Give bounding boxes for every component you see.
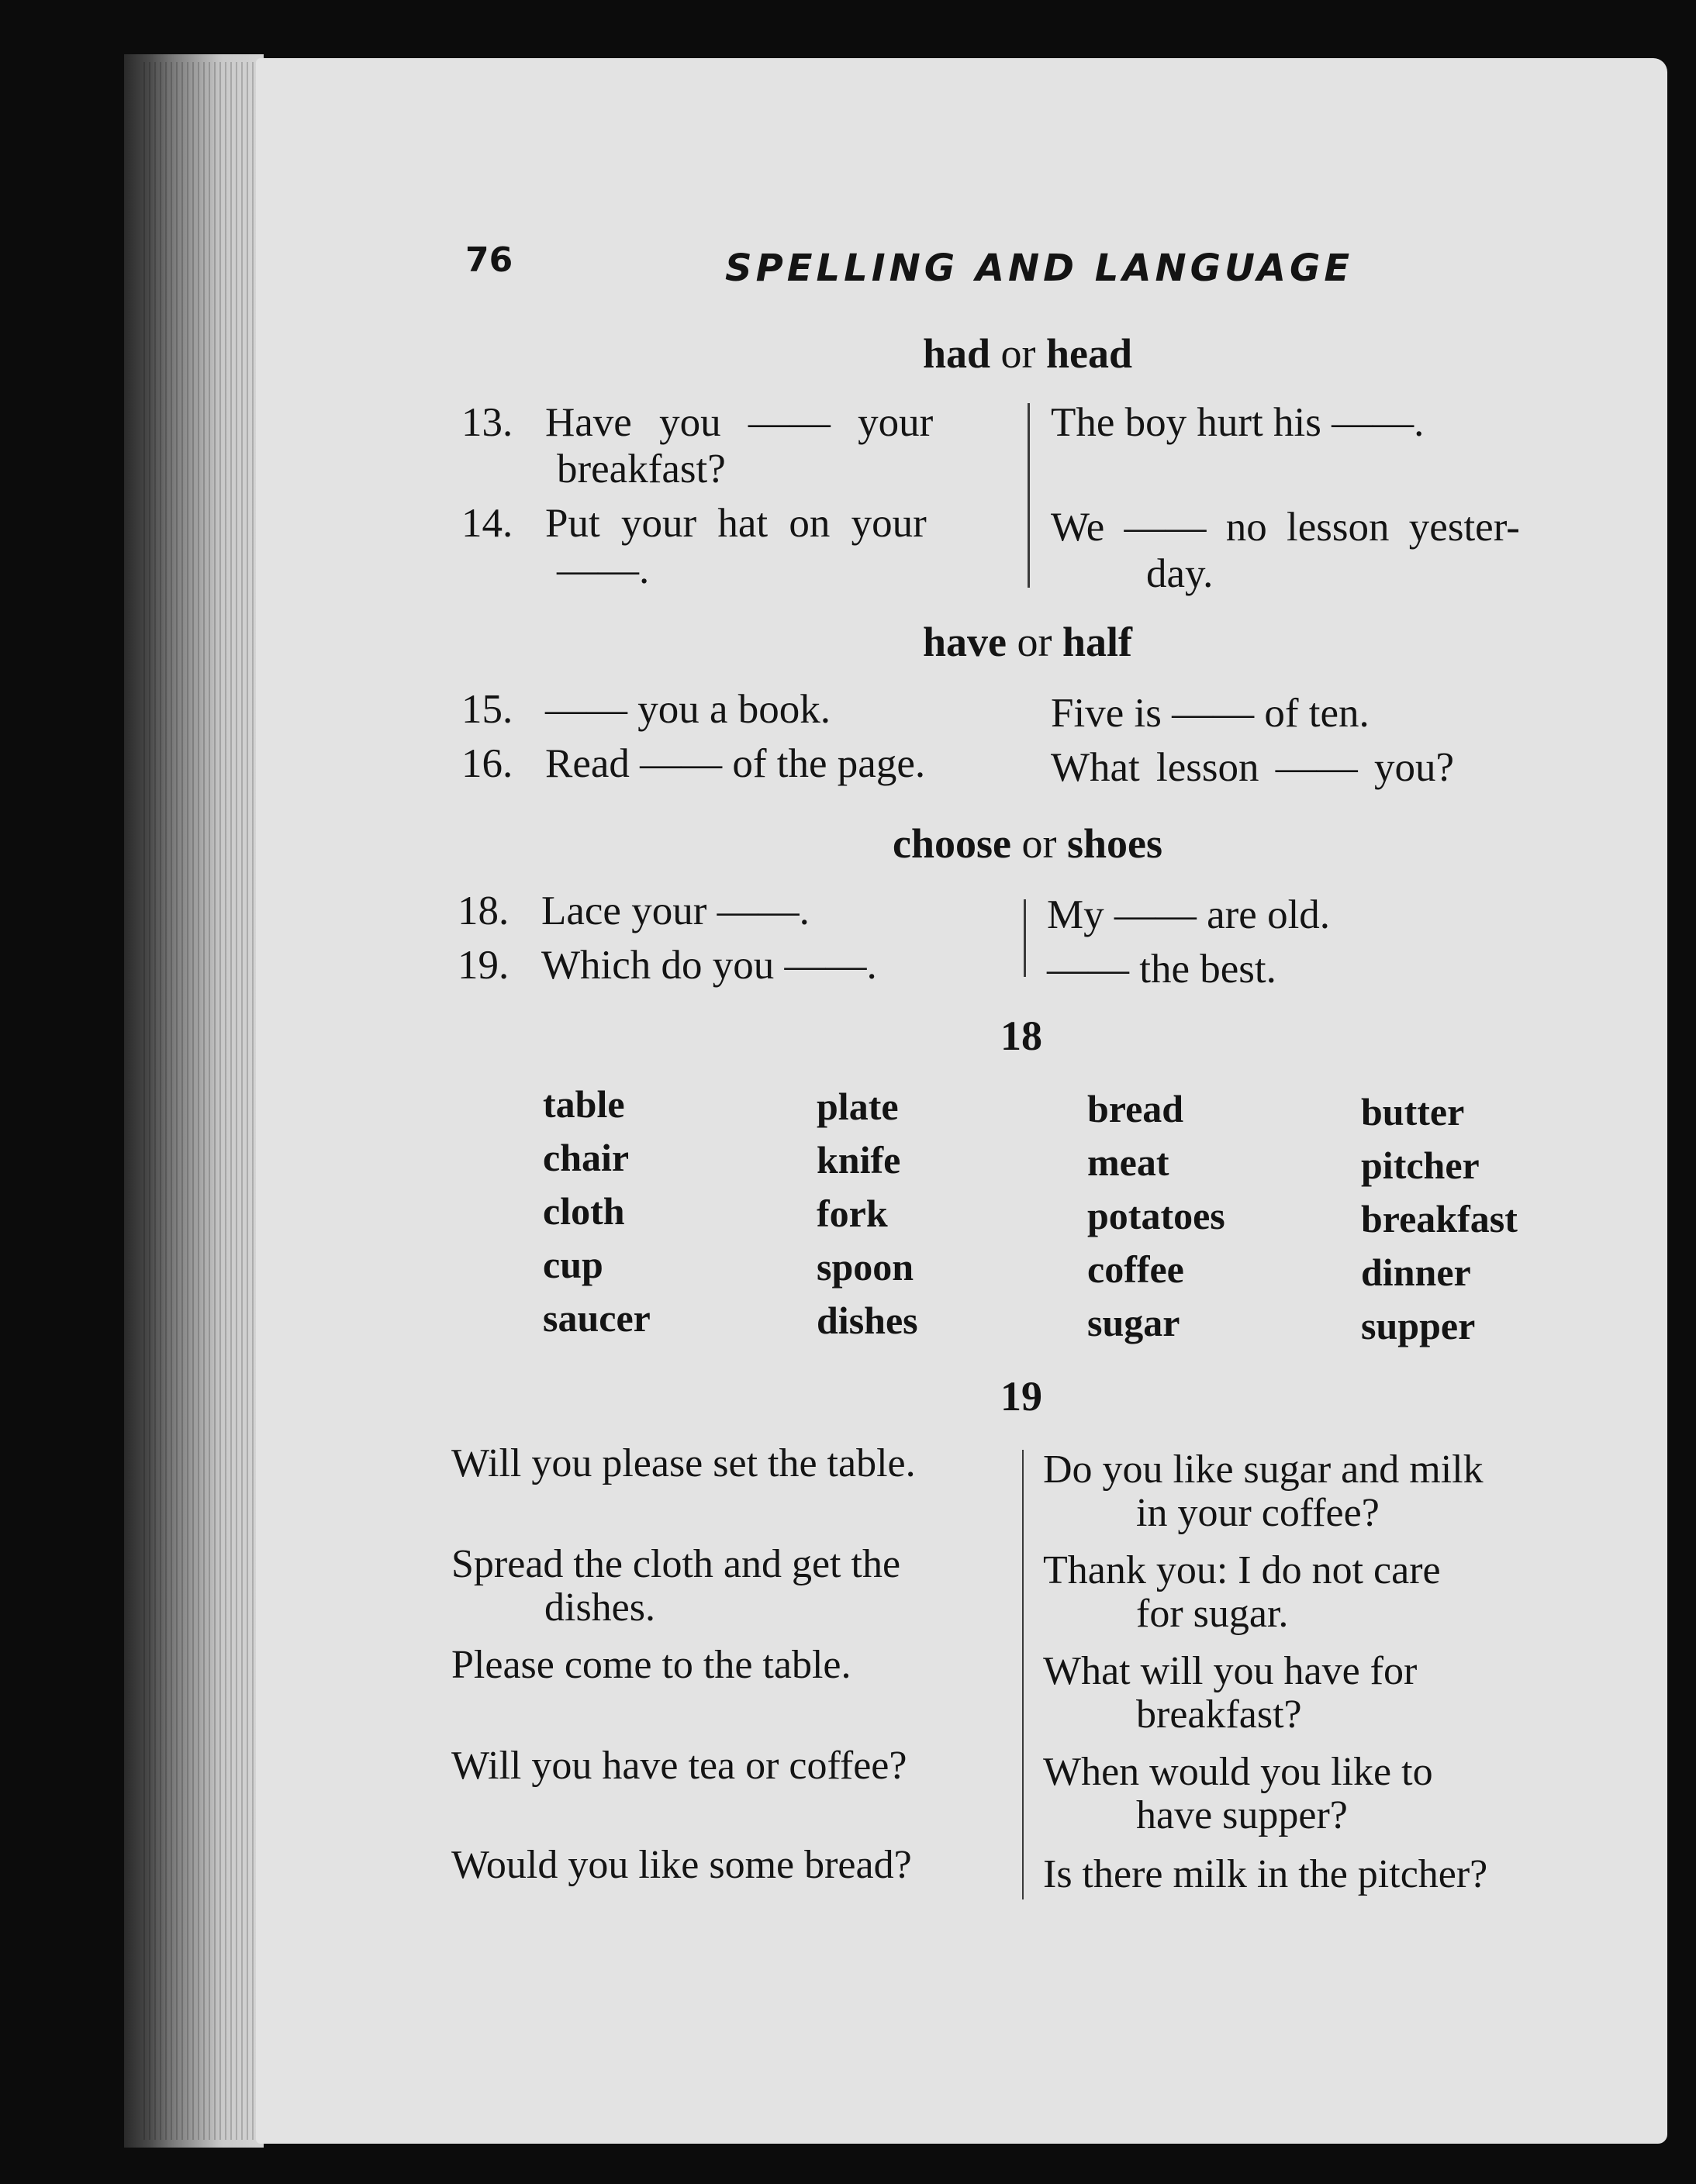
spelling-word: potatoes bbox=[1087, 1194, 1225, 1237]
sentence-right-4: When would you like to have supper? bbox=[1043, 1750, 1433, 1837]
heading-word-2: shoes bbox=[1066, 820, 1162, 867]
exercise-number: 15. bbox=[461, 687, 513, 732]
exercise-16-right: What lesson —— you? bbox=[1051, 745, 1455, 790]
spelling-word: dishes bbox=[817, 1299, 918, 1342]
spelling-word: cloth bbox=[543, 1189, 625, 1233]
exercise-text: Which do you ——. bbox=[541, 943, 877, 988]
exercise-text: Put your hat on your bbox=[545, 501, 927, 546]
running-head: SPELLING AND LANGUAGE bbox=[725, 247, 1354, 290]
exercise-15-right: Five is —— of ten. bbox=[1051, 691, 1370, 736]
exercise-18-right: My —— are old. bbox=[1047, 892, 1331, 937]
exercise-number: 13. bbox=[461, 400, 513, 445]
sentence-right-1: Do you like sugar and milk in your coffee? bbox=[1043, 1447, 1484, 1535]
exercise-18-left bbox=[458, 888, 810, 934]
sentence-left-3: Please come to the table. bbox=[451, 1643, 851, 1687]
spelling-word: knife bbox=[817, 1138, 901, 1182]
word-column-4 bbox=[1361, 1085, 1518, 1353]
word-column-2 bbox=[817, 1080, 918, 1347]
column-divider bbox=[1022, 1450, 1024, 1899]
group-heading-had-head bbox=[775, 329, 1280, 378]
spelling-word: table bbox=[543, 1082, 625, 1126]
sentence-right-3: What will you have for breakfast? bbox=[1043, 1649, 1418, 1737]
exercise-number: 19. bbox=[458, 943, 509, 988]
spelling-word: spoon bbox=[817, 1245, 914, 1289]
exercise-text: Read —— of the page. bbox=[545, 741, 926, 786]
word-column-3 bbox=[1087, 1082, 1225, 1350]
group-heading-have-half bbox=[775, 618, 1280, 666]
spelling-word: coffee bbox=[1087, 1247, 1184, 1291]
spelling-word: cup bbox=[543, 1243, 603, 1286]
spelling-word: plate bbox=[817, 1085, 899, 1128]
heading-or: or bbox=[1017, 619, 1052, 665]
sentence-right-5: Is there milk in the pitcher? bbox=[1043, 1852, 1488, 1896]
exercise-14-right-cont: day. bbox=[1146, 551, 1214, 596]
heading-word-2: half bbox=[1062, 619, 1132, 665]
exercise-15-left bbox=[461, 686, 831, 733]
word-column-1 bbox=[543, 1078, 651, 1345]
exercise-13-left bbox=[461, 399, 933, 446]
exercise-14-left bbox=[461, 500, 927, 547]
spelling-word: saucer bbox=[543, 1296, 651, 1340]
spelling-word: sugar bbox=[1087, 1301, 1180, 1344]
book-spine-texture bbox=[143, 62, 260, 2140]
spelling-word: bread bbox=[1087, 1087, 1184, 1130]
sentence-left-1: Will you please set the table. bbox=[451, 1441, 916, 1485]
spelling-word: pitcher bbox=[1361, 1144, 1480, 1187]
exercise-13-left-cont: breakfast? bbox=[557, 447, 726, 492]
exercise-14-left-cont: ——. bbox=[557, 547, 650, 592]
exercise-16-left bbox=[461, 740, 925, 787]
exercise-14-right: We —— no lesson yester- bbox=[1051, 505, 1520, 550]
exercise-text: Have you —— your bbox=[545, 400, 934, 445]
spelling-word: fork bbox=[817, 1192, 888, 1235]
sentence-left-4: Will you have tea or coffee? bbox=[451, 1744, 907, 1788]
section-number-18: 18 bbox=[1000, 1013, 1042, 1059]
spelling-word: dinner bbox=[1361, 1251, 1471, 1294]
sentence-left-5: Would you like some bread? bbox=[451, 1843, 912, 1887]
section-number-19: 19 bbox=[1000, 1373, 1042, 1420]
spelling-word: chair bbox=[543, 1136, 630, 1179]
spelling-word: butter bbox=[1361, 1090, 1465, 1133]
exercise-number: 16. bbox=[461, 741, 513, 786]
sentence-left-2: Spread the cloth and get the dishes. bbox=[451, 1542, 901, 1630]
exercise-number: 14. bbox=[461, 501, 513, 546]
page-number: 76 bbox=[465, 240, 513, 280]
group-heading-choose-shoes bbox=[775, 819, 1280, 868]
exercise-text: —— you a book. bbox=[545, 687, 831, 732]
heading-word-1: choose bbox=[893, 820, 1011, 867]
spelling-word: supper bbox=[1361, 1304, 1476, 1347]
exercise-13-right: The boy hurt his ——. bbox=[1051, 400, 1425, 445]
exercise-number: 18. bbox=[458, 888, 509, 933]
heading-word-1: have bbox=[922, 619, 1007, 665]
exercise-19-left bbox=[458, 942, 877, 988]
heading-word-1: had bbox=[922, 330, 991, 377]
spelling-word: breakfast bbox=[1361, 1197, 1518, 1240]
heading-or: or bbox=[1021, 820, 1057, 867]
column-divider bbox=[1028, 403, 1030, 588]
column-divider bbox=[1024, 899, 1026, 977]
heading-word-2: head bbox=[1046, 330, 1133, 377]
sentence-right-2: Thank you: I do not care for sugar. bbox=[1043, 1548, 1441, 1636]
exercise-text: Lace your ——. bbox=[541, 888, 810, 933]
spelling-word: meat bbox=[1087, 1140, 1169, 1184]
heading-or: or bbox=[1000, 330, 1036, 377]
exercise-19-right: —— the best. bbox=[1047, 947, 1276, 992]
